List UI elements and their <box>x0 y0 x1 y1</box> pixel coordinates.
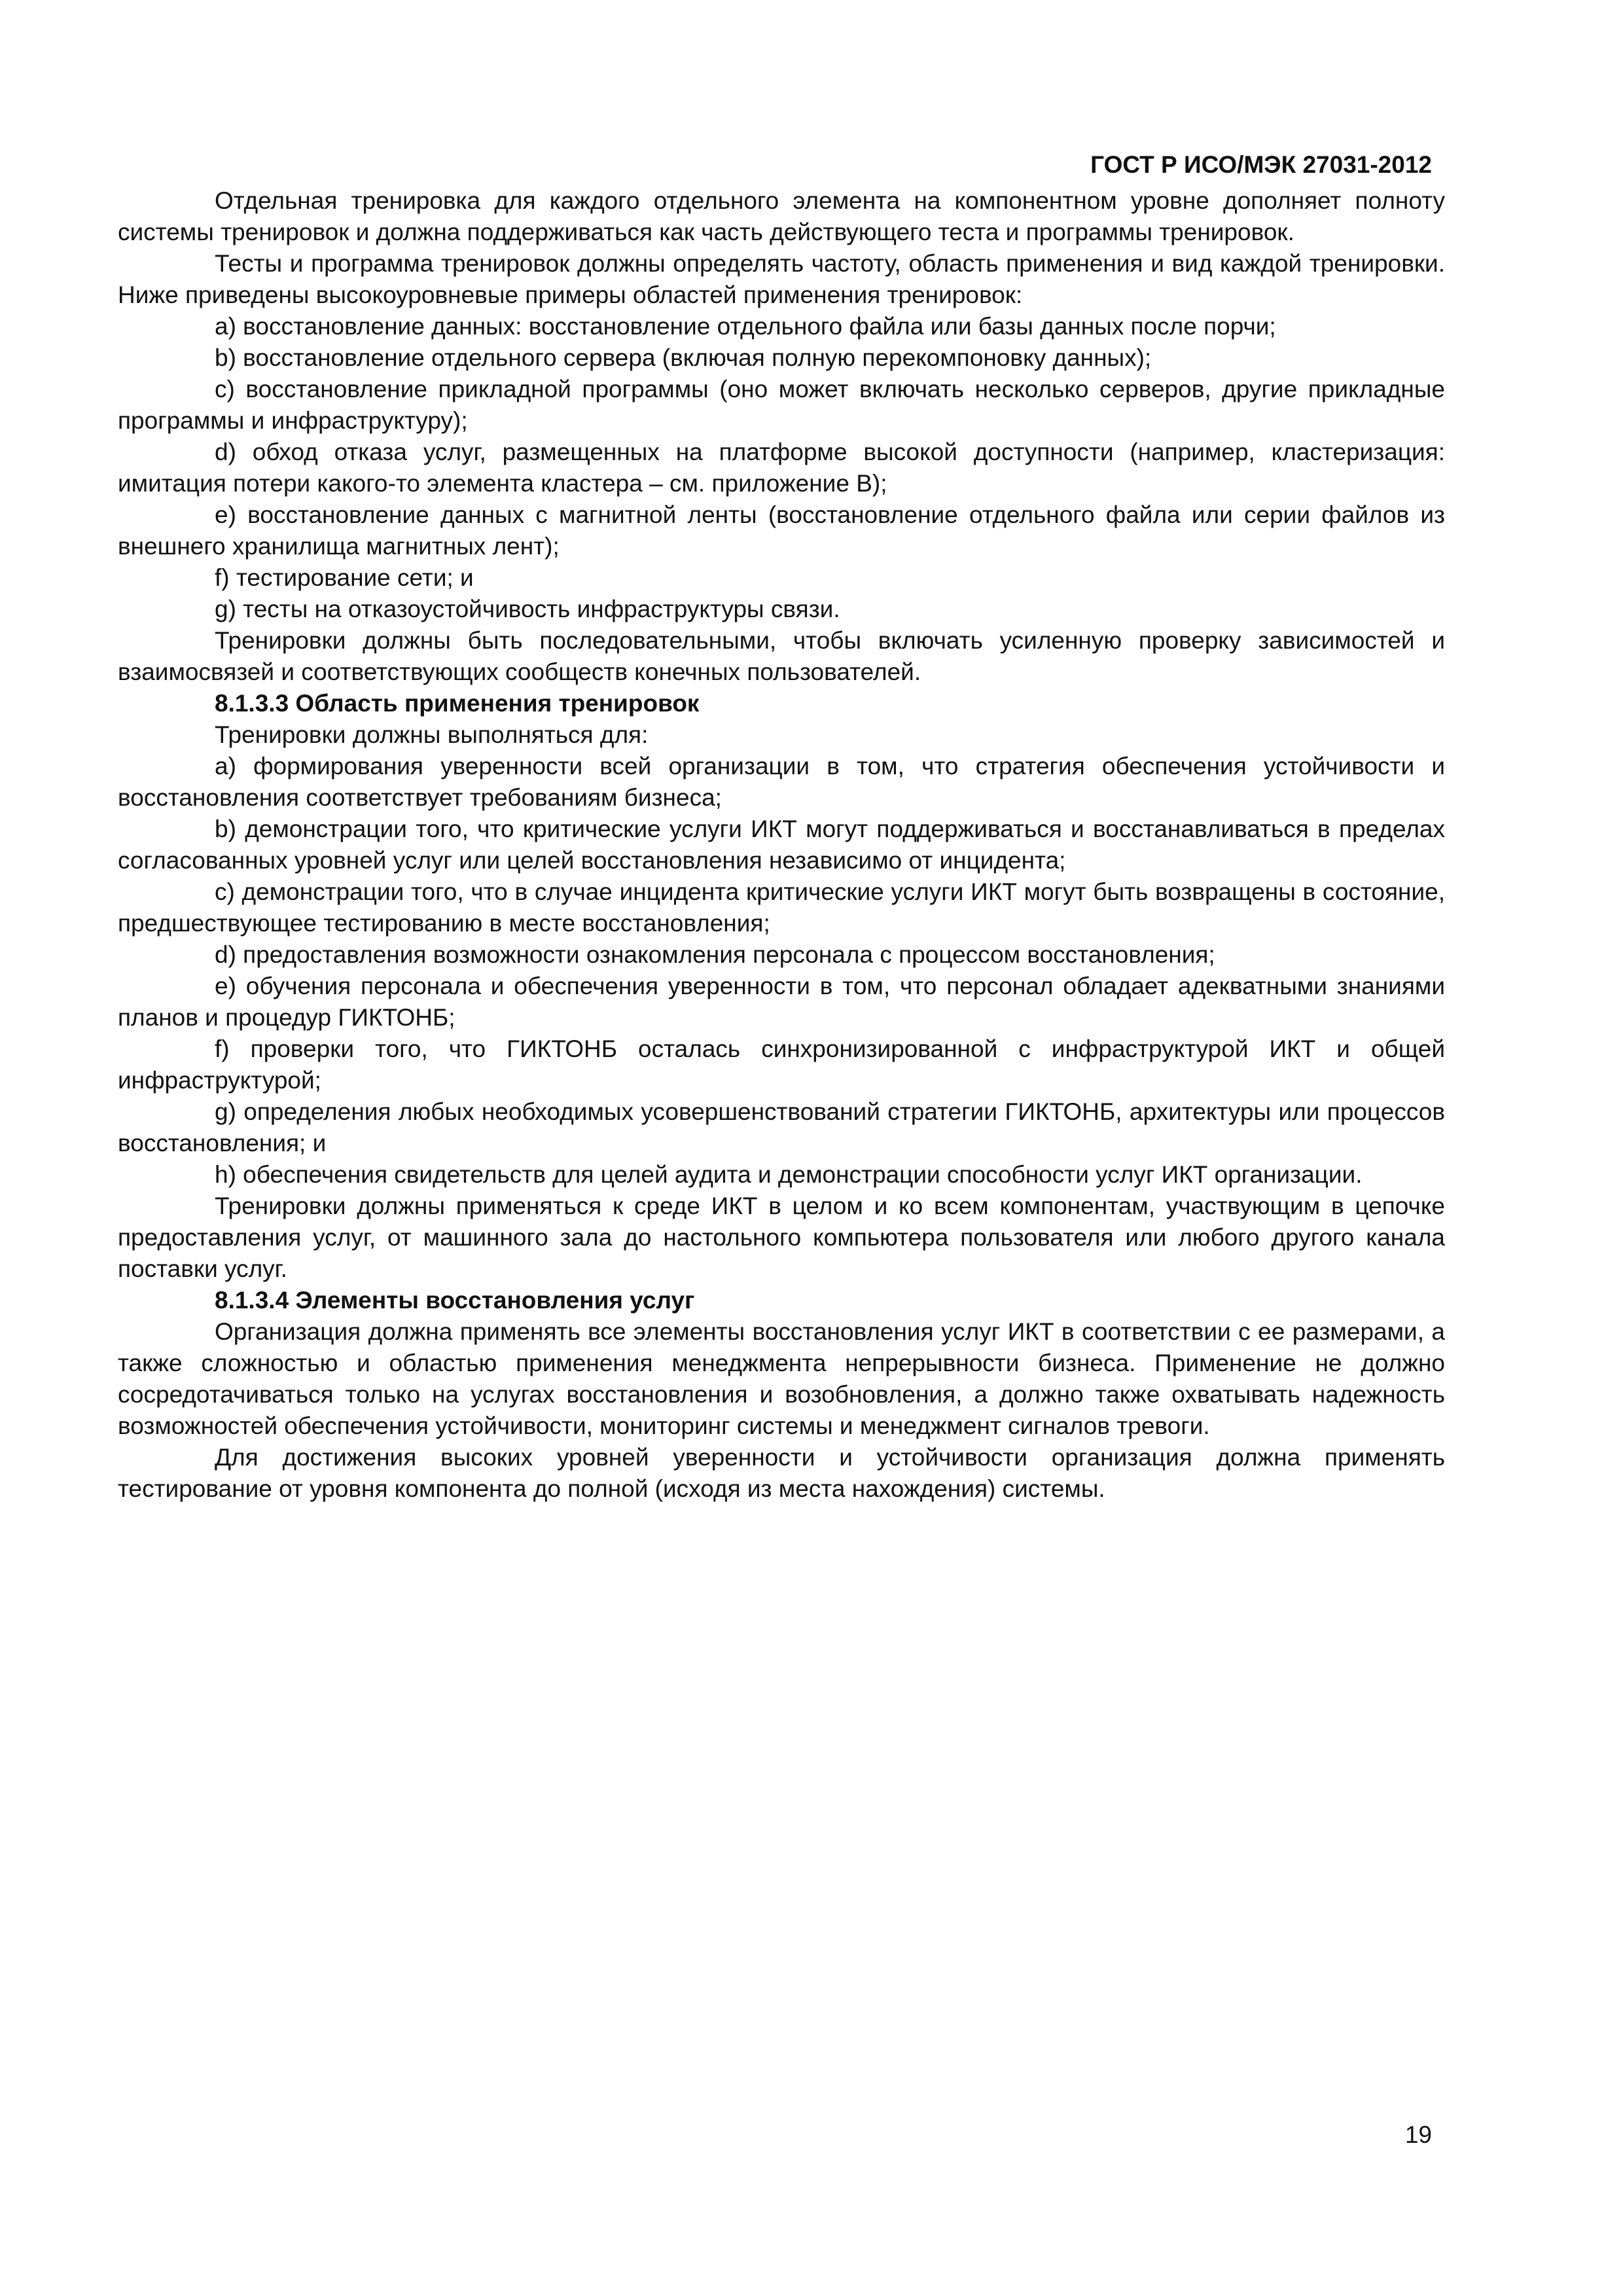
list-item: g) определения любых необходимых усовершенствований стратегии ГИКТОНБ, архитектуры или процессов восстановления; и <box>118 1098 1445 1157</box>
list-item: d) предоставления возможности ознакомления персонала с процессом восстановления; <box>215 941 1215 968</box>
list-item: f) проверки того, что ГИКТОНБ осталась синхронизированной с инфраструктурой ИКТ и общей инфраструктурой; <box>118 1035 1445 1094</box>
list-item: f) тестирование сети; и <box>215 564 474 591</box>
list-item: b) восстановление отдельного сервера (включая полную перекомпоновку данных); <box>215 344 1152 371</box>
list-item: g) тесты на отказоустойчивость инфраструктуры связи. <box>215 596 840 622</box>
list-item: c) демонстрации того, что в случае инцидента критические услуги ИКТ могут быть возвращены в состояние, предшествующее тестированию в месте восстановления; <box>118 878 1445 937</box>
list-item: c) восстановление прикладной программы (оно может включать несколько серверов, другие прикладные программы и инфраструктуру); <box>118 376 1445 434</box>
list-item: а) формирования уверенности всей организации в том, что стратегия обеспечения устойчивости и восстановления соответствует требованиям бизнеса; <box>118 753 1445 811</box>
paragraph: Тренировки должны быть последовательными, чтобы включать усиленную проверку зависимостей и взаимосвязей и соответствующих сообществ конечных пользователей. <box>118 627 1445 685</box>
list-item: h) обеспечения свидетельств для целей аудита и демонстрации способности услуг ИКТ организации. <box>215 1161 1363 1188</box>
list-item: e) восстановление данных с магнитной ленты (восстановление отдельного файла или серии файлов из внешнего хранилища магнитных лент); <box>118 501 1445 560</box>
section-heading: 8.1.3.4 Элементы восстановления услуг <box>215 1287 695 1314</box>
paragraph: Тренировки должны выполняться для: <box>215 721 649 748</box>
paragraph: Тесты и программа тренировок должны определять частоту, область применения и вид каждой тренировки. Ниже приведены высокоуровневые примеры областей применения тренировок: <box>118 250 1445 308</box>
document-header: ГОСТ Р ИСО/МЭК 27031-2012 <box>1090 151 1432 178</box>
list-item: e) обучения персонала и обеспечения уверенности в том, что персонал обладает адекватными знаниями планов и процедур ГИКТОНБ; <box>118 973 1445 1031</box>
document-body <box>118 185 1445 1505</box>
list-item: d) обход отказа услуг, размещенных на платформе высокой доступности (например, кластеризация: имитация потери какого-то элемента кластера – см. приложение В); <box>118 439 1445 497</box>
section-heading: 8.1.3.3 Область применения тренировок <box>215 690 700 717</box>
list-item: b) демонстрации того, что критические услуги ИКТ могут поддерживаться и восстанавливаться в пределах согласованных уровней услуг или целей восстановления независимо от инцидента; <box>118 816 1445 874</box>
paragraph: Тренировки должны применяться к среде ИКТ в целом и ко всем компонентам, участвующим в цепочке предоставления услуг, от машинного зала до настольного компьютера пользователя или любого другого канала поставки услуг. <box>118 1193 1445 1282</box>
list-item: a) восстановление данных: восстановление отдельного файла или базы данных после порчи; <box>215 313 1276 340</box>
paragraph: Для достижения высоких уровней уверенности и устойчивости организация должна применять тестирование от уровня компонента до полной (исходя из места нахождения) системы. <box>118 1444 1445 1502</box>
page-number: 19 <box>1404 2121 1432 2148</box>
paragraph: Отдельная тренировка для каждого отдельного элемента на компонентном уровне дополняет полноту системы тренировок и должна поддерживаться как часть действующего теста и программы тренировок. <box>118 187 1445 245</box>
paragraph: Организация должна применять все элементы восстановления услуг ИКТ в соответствии с ее размерами, а также сложностью и областью применения менеджмента непрерывности бизнеса. Применение не должно сосредотачиваться только на услугах восстановления и возобновления, а должно также охватывать надежность возможностей обеспечения устойчивости, мониторинг системы и менеджмент сигналов тревоги. <box>118 1318 1445 1439</box>
